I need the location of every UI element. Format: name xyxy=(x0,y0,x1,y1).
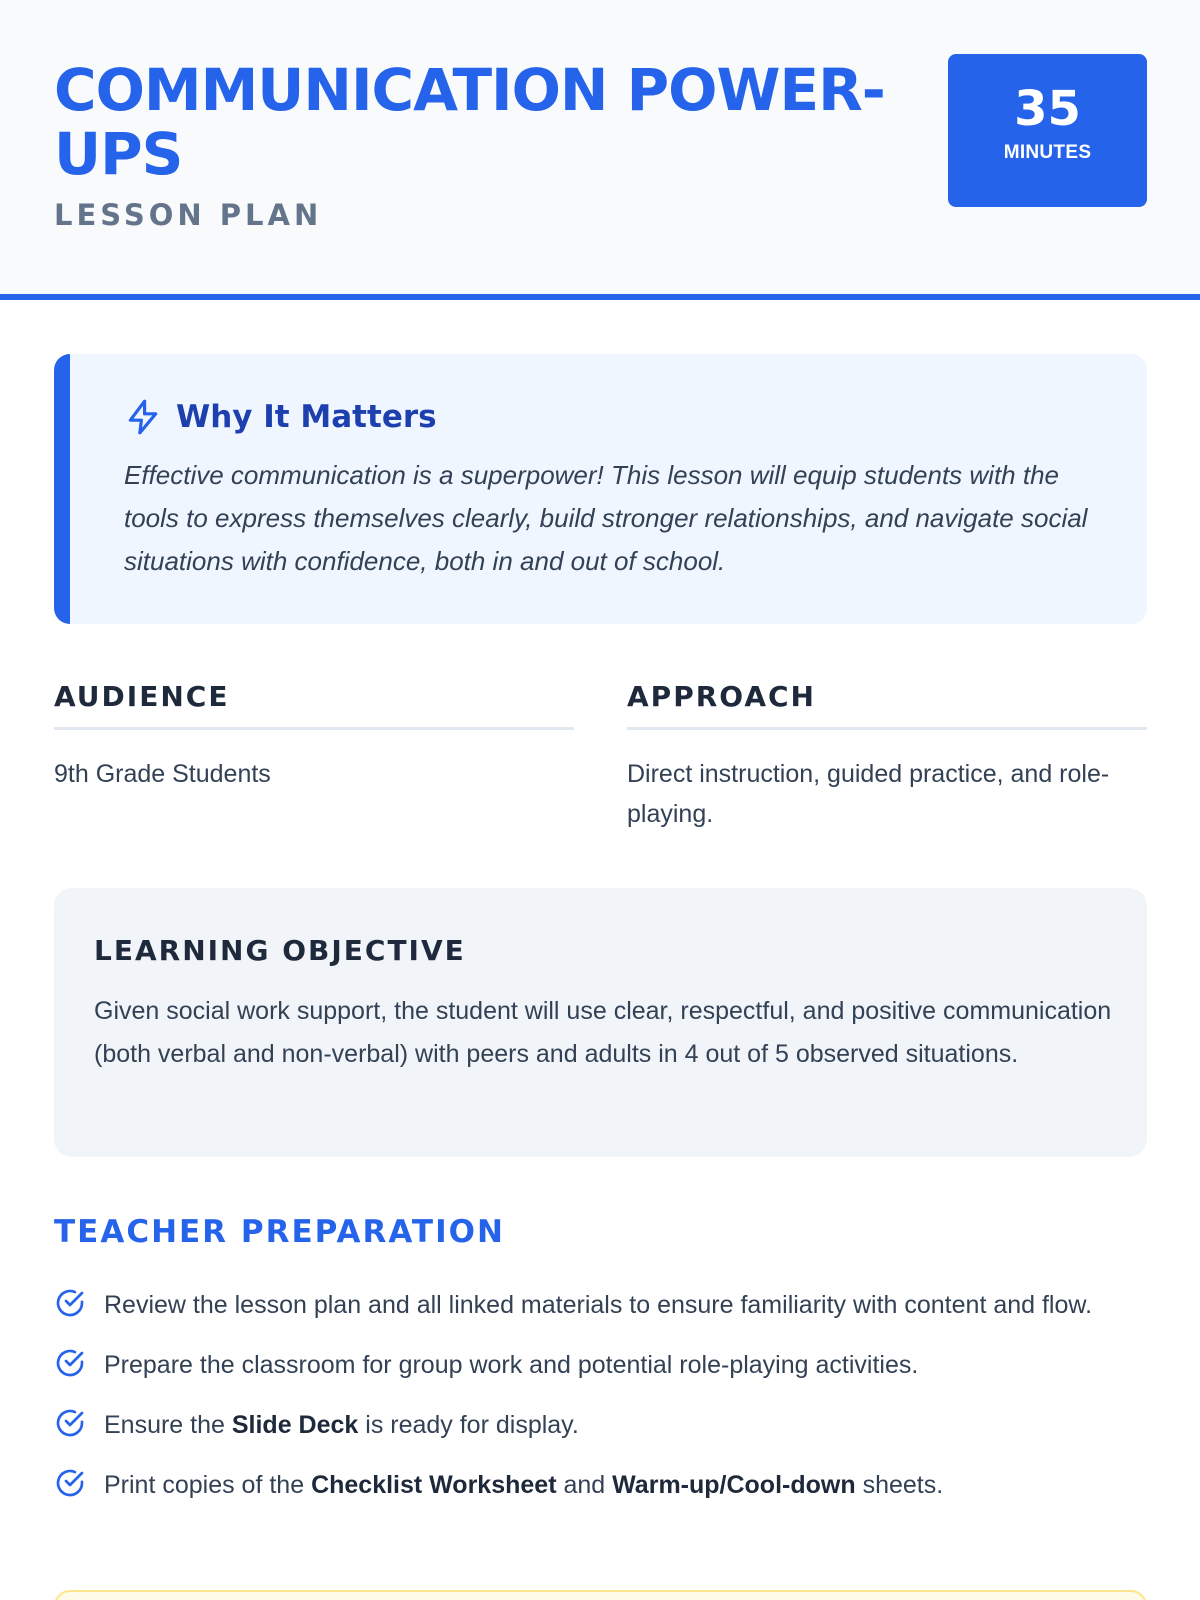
prep-item-text xyxy=(104,1465,1144,1505)
prep-list-item xyxy=(54,1345,1147,1385)
audience-section xyxy=(54,680,574,794)
audience-heading: AUDIENCE xyxy=(54,680,574,730)
prep-text-segment: and xyxy=(556,1471,613,1499)
prep-item-text xyxy=(104,1345,1144,1385)
teacher-preparation-list xyxy=(54,1285,1147,1525)
material-name: Warm-up/Cool-down xyxy=(612,1471,856,1499)
approach-section xyxy=(627,680,1147,834)
lesson-subtitle: LESSON PLAN xyxy=(54,198,323,232)
approach-heading: APPROACH xyxy=(627,680,1147,730)
duration-value: 35 xyxy=(1014,81,1081,137)
why-it-matters-text: Effective communication is a superpower! This lesson will equip students with the tools to express themselves clearly, build stronger relationships, and navigate social situations with confidence, both in and out of school. xyxy=(124,460,1088,576)
prep-list-item xyxy=(54,1465,1147,1505)
prep-list-item xyxy=(54,1285,1147,1325)
why-it-matters-header xyxy=(124,398,437,436)
learning-objective-text: Given social work support, the student will use clear, respectful, and positive communication (both verbal and non-verbal) with peers and adults in 4 out of 5 observed situations. xyxy=(94,997,1112,1068)
duration-badge xyxy=(948,54,1147,207)
check-circle-icon xyxy=(54,1407,86,1439)
approach-text: Direct instruction, guided practice, and role-playing. xyxy=(627,760,1110,828)
prep-text-segment: Print copies of the xyxy=(104,1471,312,1499)
prep-item-text xyxy=(104,1405,1144,1445)
prep-item-text xyxy=(104,1285,1144,1325)
lesson-title: COMMUNICATION POWER-UPS xyxy=(54,56,885,188)
audience-text: 9th Grade Students xyxy=(54,760,271,788)
lightning-bolt-icon xyxy=(124,398,162,436)
why-it-matters-title: Why It Matters xyxy=(176,399,437,435)
check-circle-icon xyxy=(54,1287,86,1319)
lesson-header xyxy=(0,0,1200,300)
why-it-matters-card xyxy=(54,354,1147,624)
material-name: Checklist Worksheet xyxy=(311,1471,557,1499)
next-section-card xyxy=(54,1590,1147,1600)
prep-text-segment: is ready for display. xyxy=(358,1411,579,1439)
prep-list-item xyxy=(54,1405,1147,1445)
teacher-preparation-heading: TEACHER PREPARATION xyxy=(54,1214,505,1250)
learning-objective-heading: LEARNING OBJECTIVE xyxy=(94,934,466,967)
check-circle-icon xyxy=(54,1467,86,1499)
learning-objective-card xyxy=(54,888,1147,1157)
prep-text-segment: Review the lesson plan and all linked materials to ensure familiarity with content and flow. xyxy=(104,1291,1093,1319)
duration-unit: MINUTES xyxy=(1003,142,1092,163)
material-name: Slide Deck xyxy=(231,1411,359,1439)
prep-text-segment: sheets. xyxy=(855,1471,944,1499)
prep-text-segment: Ensure the xyxy=(104,1411,232,1439)
check-circle-icon xyxy=(54,1347,86,1379)
prep-text-segment: Prepare the classroom for group work and potential role-playing activities. xyxy=(104,1351,919,1379)
